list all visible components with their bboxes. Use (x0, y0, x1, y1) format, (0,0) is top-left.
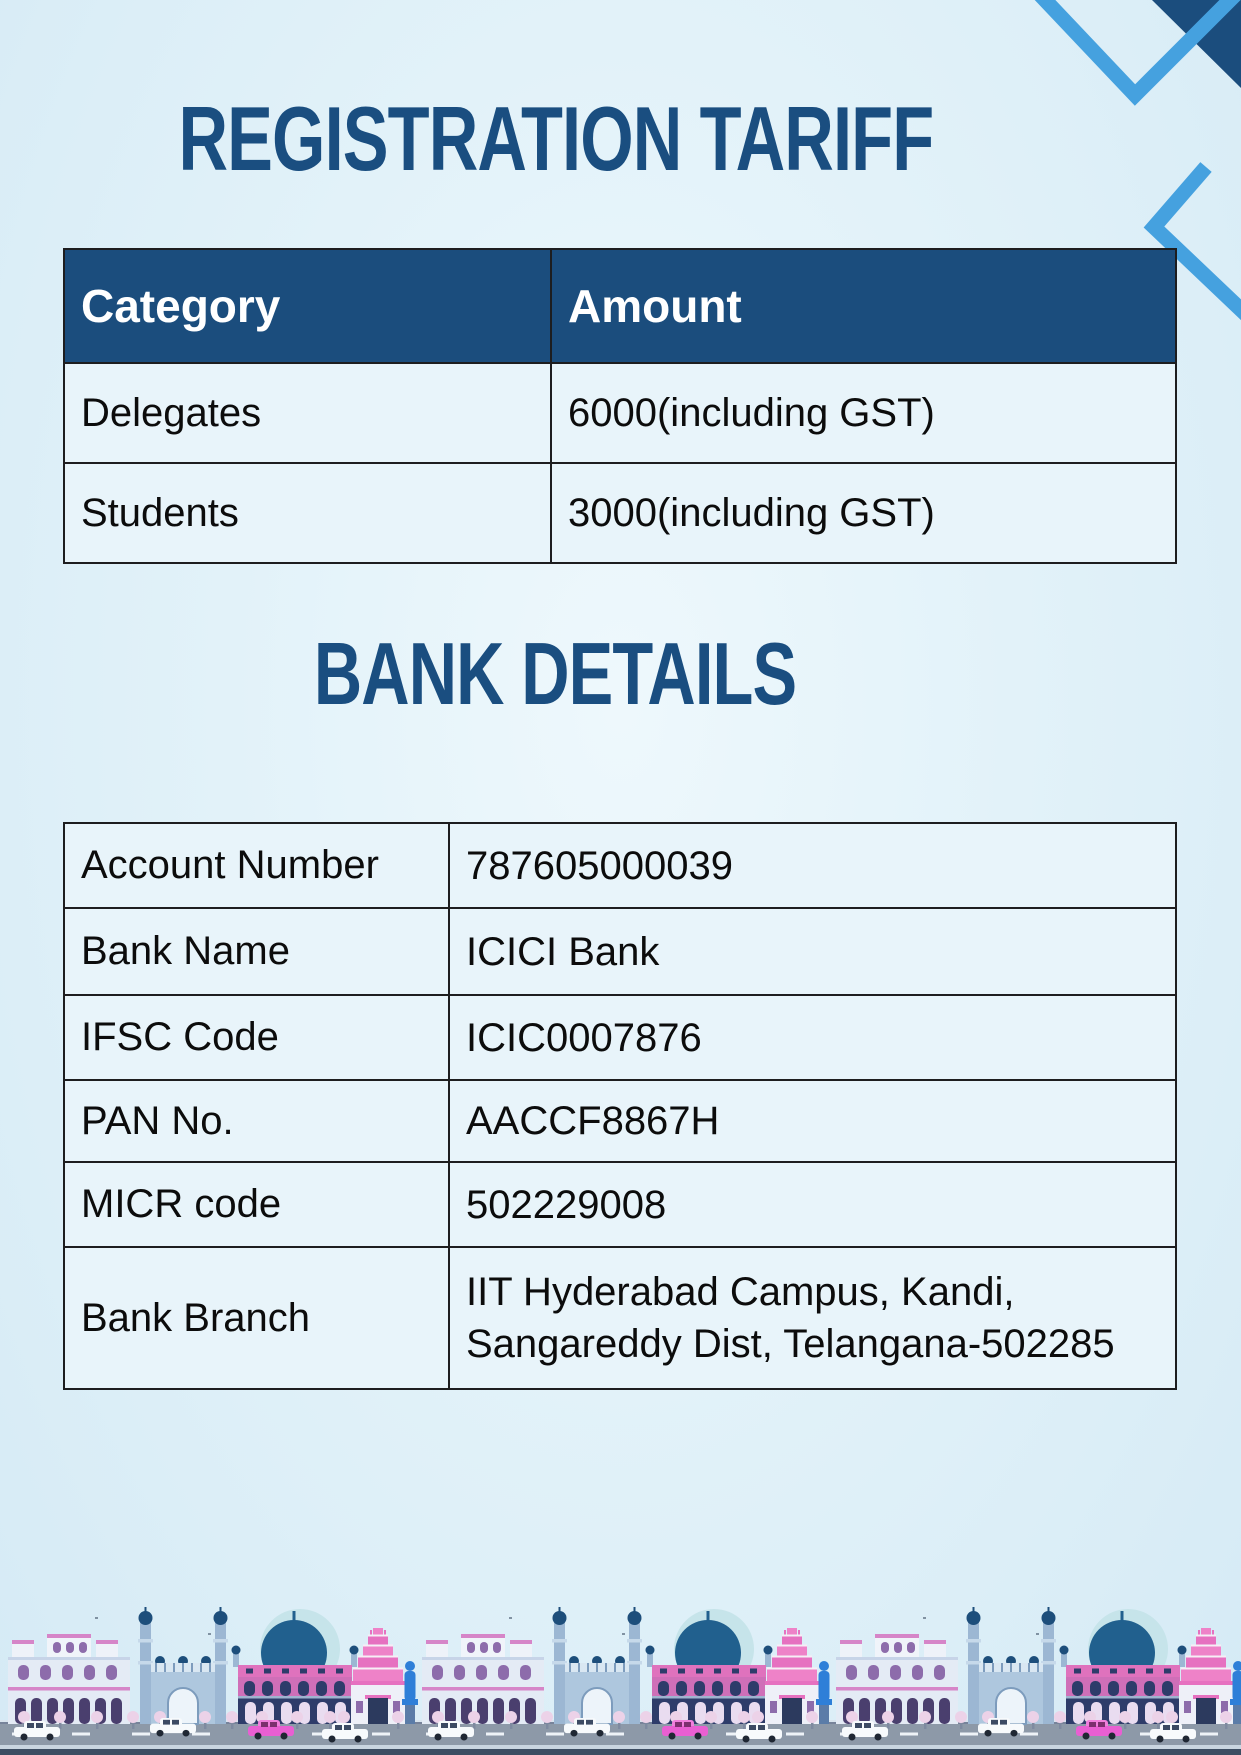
registration-title-text: REGISTRATION TARIFF (178, 87, 933, 190)
registration-title (0, 84, 1241, 194)
tariff-category-cell: Delegates (64, 363, 551, 463)
tariff-category-cell: Students (64, 463, 551, 563)
table-row (64, 1080, 1176, 1162)
bank-label-cell: MICR code (64, 1162, 449, 1247)
tariff-amount-cell: 6000(including GST) (551, 363, 1176, 463)
bank-label-cell: Bank Branch (64, 1247, 449, 1389)
bank-value-cell: 502229008 (449, 1162, 1176, 1247)
bank-value-cell: ICIC0007876 (449, 995, 1176, 1080)
bank-value-cell: ICICI Bank (449, 908, 1176, 995)
bank-label-cell: IFSC Code (64, 995, 449, 1080)
tariff-table (63, 248, 1177, 564)
table-row (64, 823, 1176, 908)
tariff-amount-cell: 3000(including GST) (551, 463, 1176, 563)
bank-label-cell: PAN No. (64, 1080, 449, 1162)
table-row (64, 363, 1176, 463)
tariff-header-category: Category (64, 249, 551, 363)
tariff-header-amount: Amount (551, 249, 1176, 363)
bank-details-table (63, 822, 1177, 1390)
bank-label-cell: Account Number (64, 823, 449, 908)
table-row (64, 463, 1176, 563)
tariff-header-row (64, 249, 1176, 363)
bank-details-title (0, 624, 1241, 724)
table-row (64, 908, 1176, 995)
bank-value-cell: IIT Hyderabad Campus, Kandi, Sangareddy Dist, Telangana-502285 (449, 1247, 1176, 1389)
hyderabad-skyline-illustration (0, 1603, 1241, 1755)
bank-value-cell: AACCF8867H (449, 1080, 1176, 1162)
table-row (64, 1247, 1176, 1389)
table-row (64, 995, 1176, 1080)
bank-label-cell: Bank Name (64, 908, 449, 995)
table-row (64, 1162, 1176, 1247)
bank-details-title-text: BANK DETAILS (314, 624, 797, 724)
bank-value-cell: 787605000039 (449, 823, 1176, 908)
